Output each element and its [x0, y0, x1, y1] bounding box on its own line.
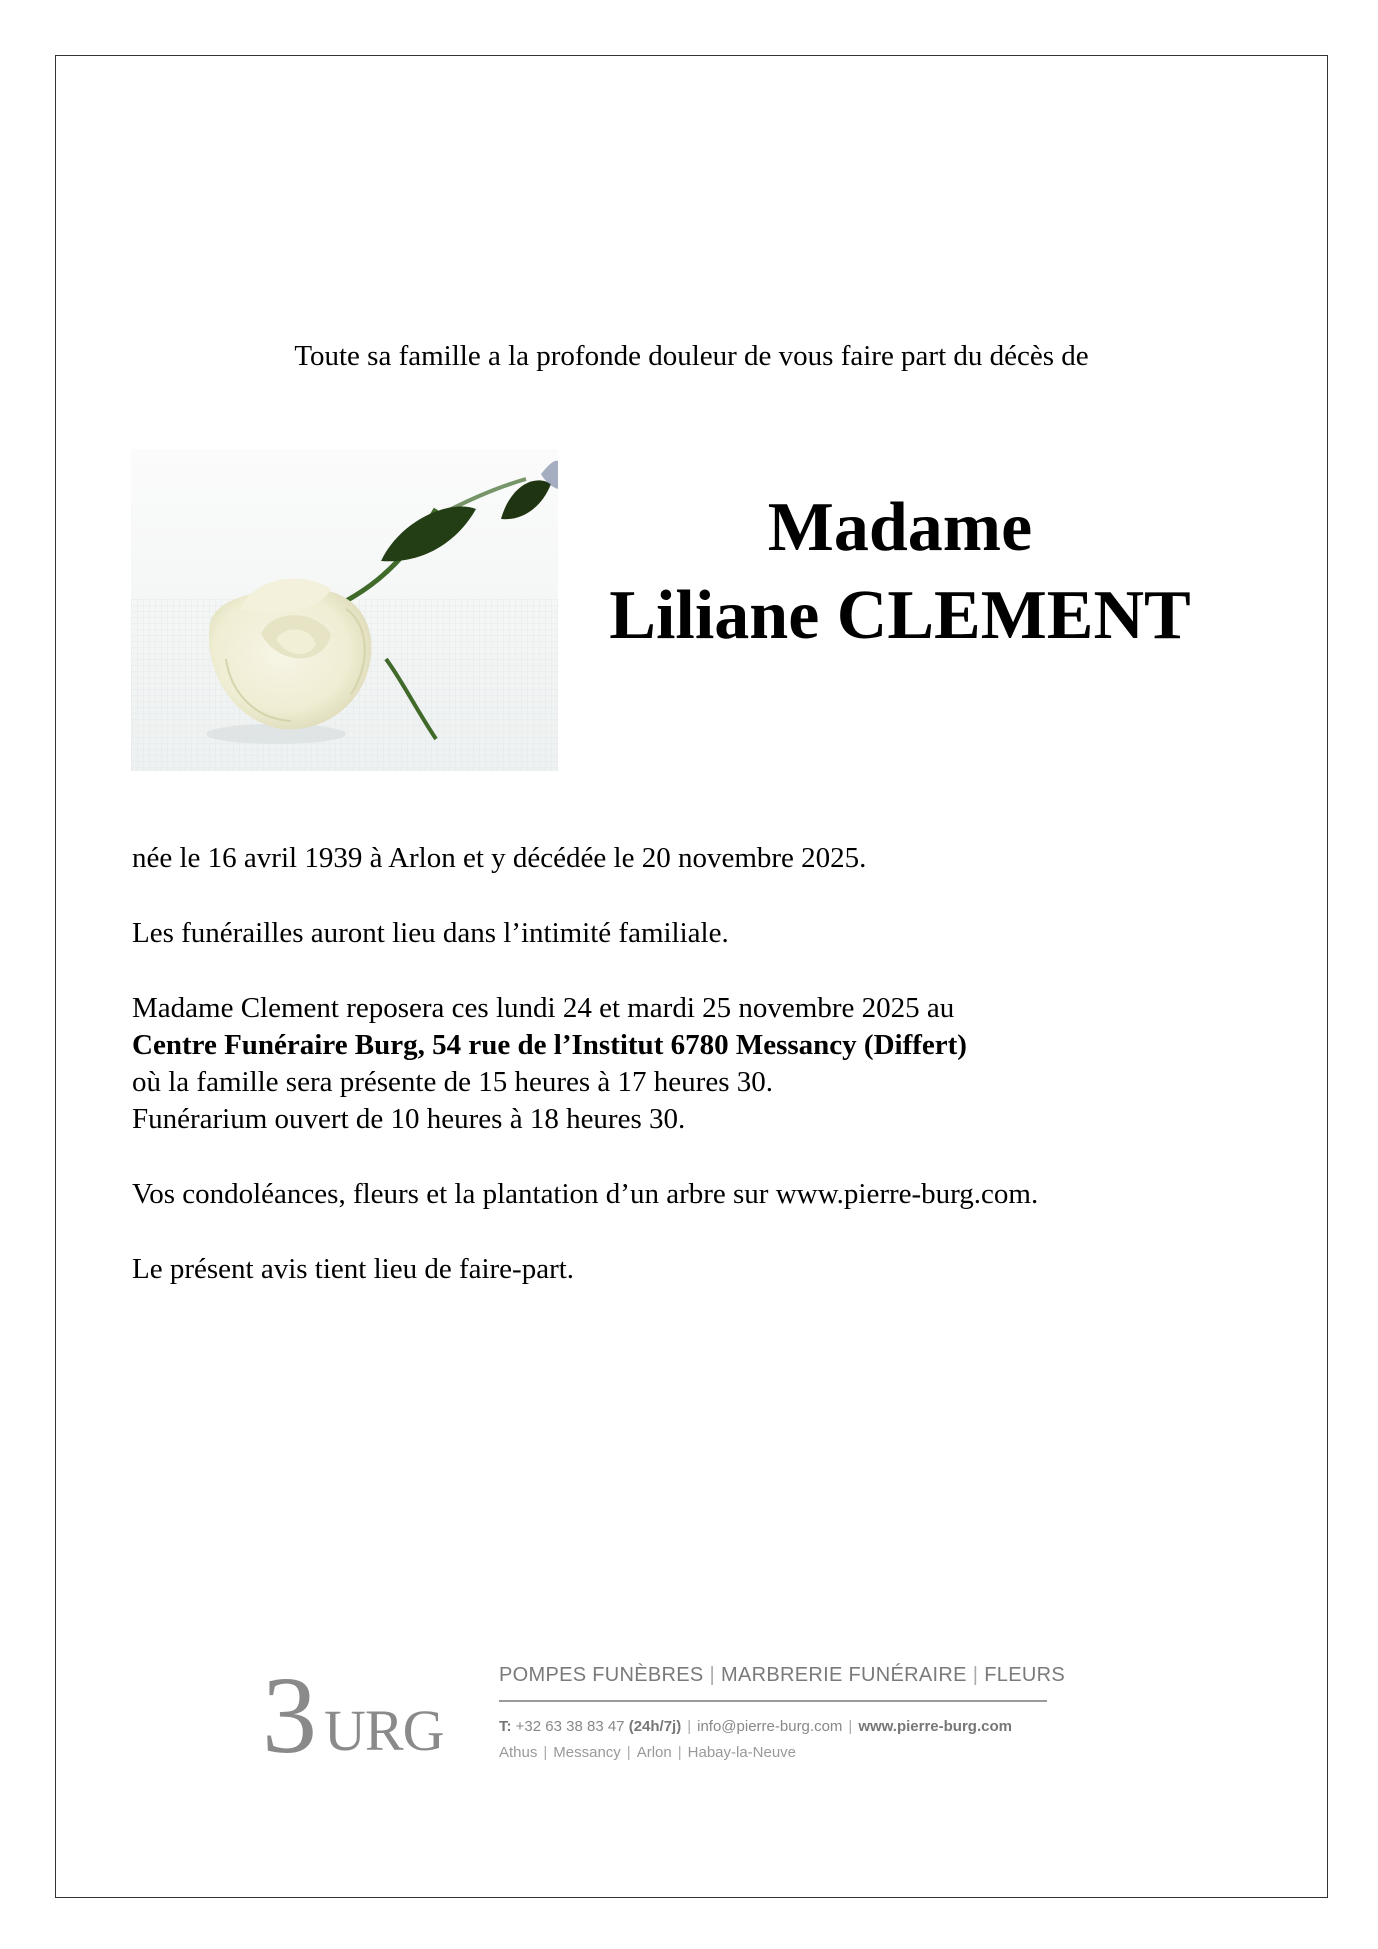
service-item: POMPES FUNÈBRES	[499, 1664, 704, 1686]
phone-label: T:	[499, 1718, 512, 1735]
funeral-info: Les funérailles auront lieu dans l’intimité familiale.	[132, 917, 729, 949]
deceased-full-name: Liliane CLEMENT	[609, 577, 1191, 654]
intro-text: Toute sa famille a la profonde douleur de vous faire part du décès de	[294, 340, 1089, 372]
deceased-title: Madame	[767, 489, 1033, 566]
condolences-info: Vos condoléances, fleurs et la plantation d’un arbre sur www.pierre-burg.com.	[132, 1178, 1039, 1210]
white-rose-image	[131, 449, 558, 771]
service-item: MARBRERIE FUNÉRAIRE	[721, 1664, 967, 1686]
deceased-name	[560, 484, 1240, 660]
email-link[interactable]: info@pierre-burg.com	[697, 1718, 843, 1735]
notice-text: Le présent avis tient lieu de faire-part.	[132, 1253, 575, 1285]
company-footer	[262, 1660, 1065, 1770]
family-presence-hours: où la famille sera présente de 15 heures à 17 heures 30.	[132, 1066, 773, 1098]
location-item: Habay-la-Neuve	[687, 1744, 797, 1761]
service-item: FLEURS	[984, 1664, 1065, 1686]
burg-logo	[262, 1660, 452, 1760]
services-list: POMPES FUNÈBRES | MARBRERIE FUNÉRAIRE | FLEURS	[499, 1664, 1065, 1686]
viewing-info	[132, 990, 1282, 1138]
phone-hours: (24h/7j)	[628, 1718, 682, 1735]
website-link[interactable]: www.pierre-burg.com	[858, 1718, 1012, 1735]
footer-divider	[499, 1700, 1047, 1702]
locations-list: Athus | Messancy | Arlon | Habay-la-Neuve	[499, 1744, 797, 1761]
location-item: Athus	[499, 1744, 538, 1761]
location-item: Arlon	[636, 1744, 672, 1761]
viewing-location: Centre Funéraire Burg, 54 rue de l’Institut 6780 Messancy (Differt)	[132, 1029, 967, 1061]
logo-letter-b: 3	[262, 1660, 317, 1760]
viewing-dates: Madame Clement reposera ces lundi 24 et mardi 25 novembre 2025 au	[132, 992, 955, 1024]
announcement-body	[132, 840, 1282, 1326]
contact-line: T: +32 63 38 83 47 (24h/7j) | info@pierre-burg.com | www.pierre-burg.com	[499, 1718, 1012, 1735]
phone-number[interactable]: +32 63 38 83 47	[515, 1718, 625, 1735]
funerarium-hours: Funérarium ouvert de 10 heures à 18 heures 30.	[132, 1103, 686, 1135]
location-item: Messancy	[553, 1744, 621, 1761]
birth-death-info: née le 16 avril 1939 à Arlon et y décédée le 20 novembre 2025.	[132, 842, 867, 874]
logo-letters: URG	[324, 1698, 444, 1760]
